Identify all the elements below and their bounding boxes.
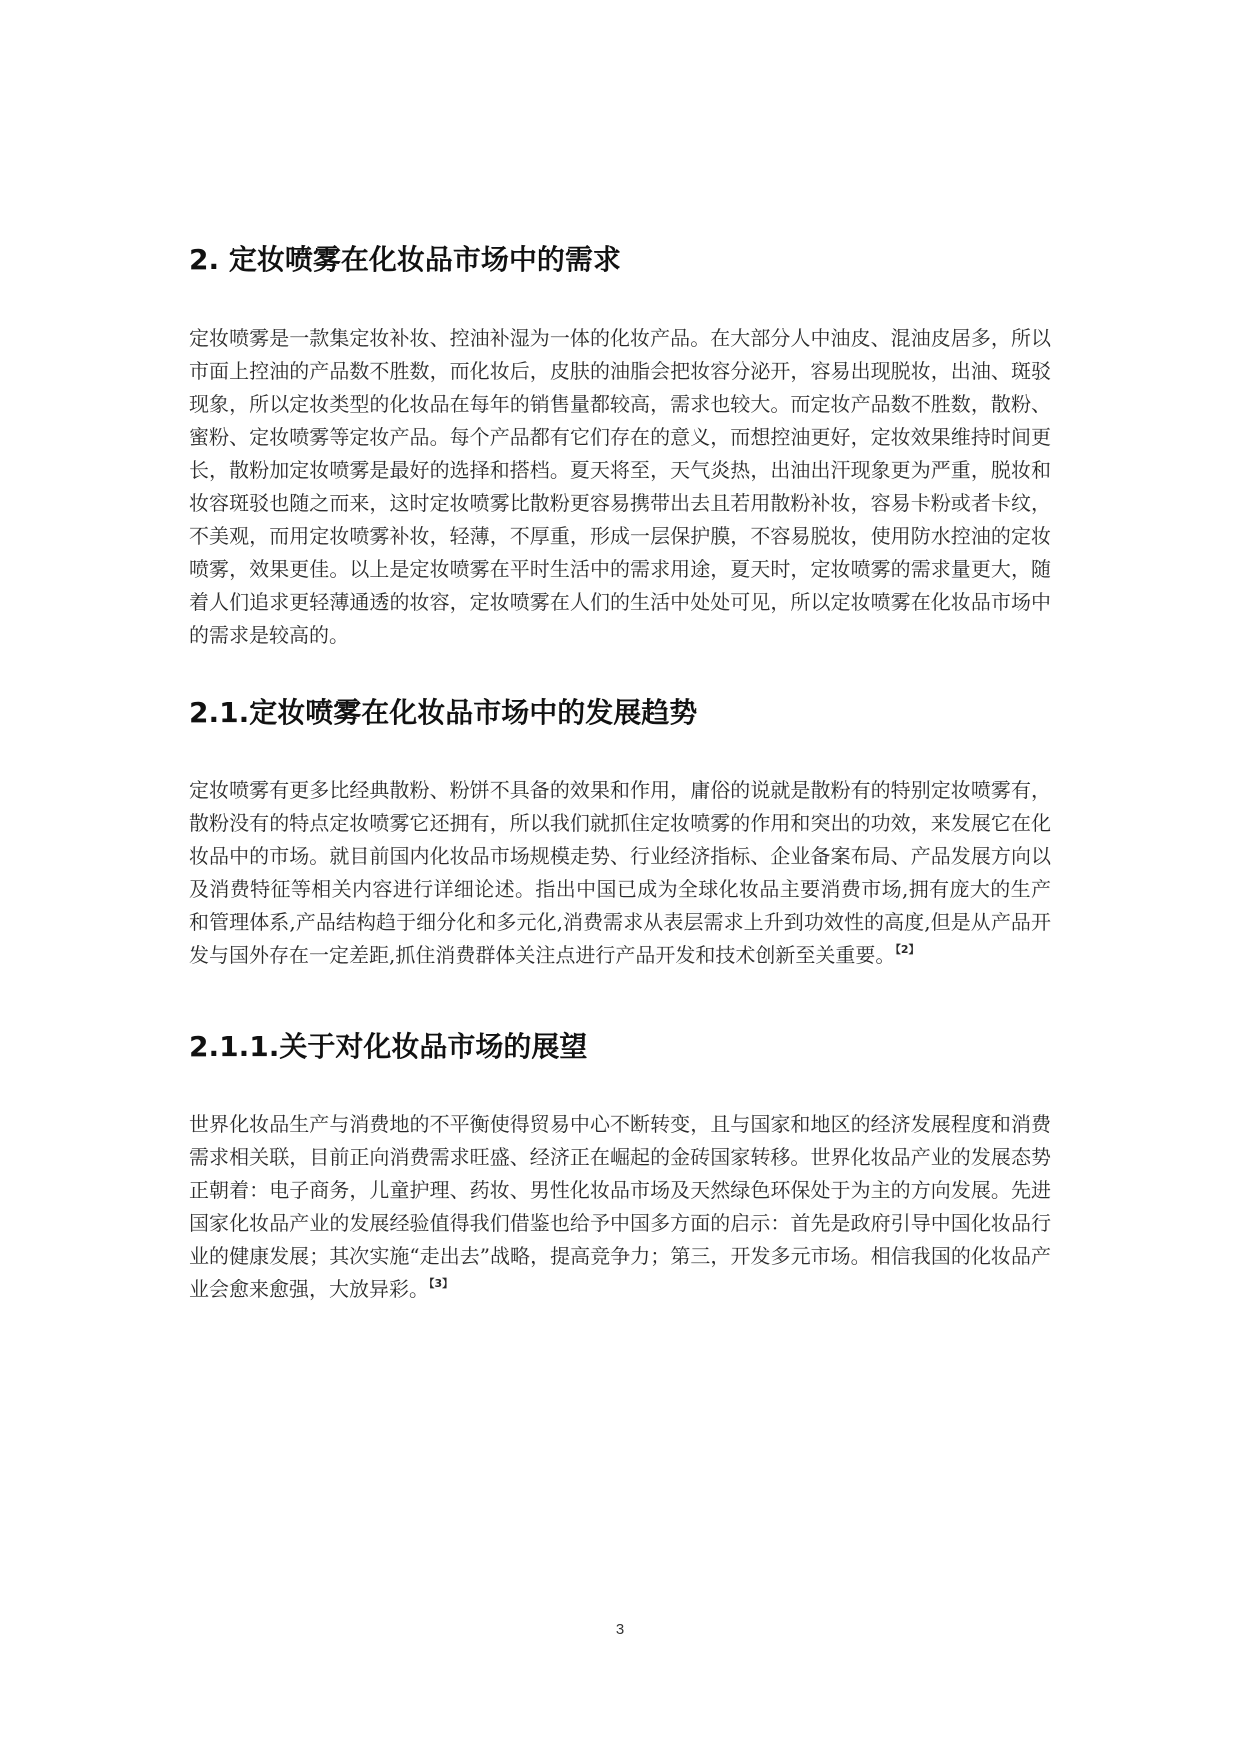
paragraph-text: 定妆喷雾是一款集定妆补妆、控油补湿为一体的化妆产品。在大部分人中油皮、混油皮居多，所以市面上控油的产品数不胜数，而化妆后，皮肤的油脂会把妆容分泌开，容易出现脱妆，出油、斑驳现象，所以定妆类型的化妆品在每年的销售量都较高，需求也较大。而定妆产品数不胜数，散粉、蜜粉、定妆喷雾等定妆产品。每个产品都有它们存在的意义，而想控油更好，定妆效果维持时间更长，散粉加定妆喷雾是最好的选择和搭档。夏天将至，天气炎热，出油出汗现象更为严重，脱妆和妆容斑驳也随之而来，这时定妆喷雾比散粉更容易携带出去且若用散粉补妆，容易卡粉或者卡纹，不美观，而用定妆喷雾补妆，轻薄，不厚重，形成一层保护膜，不容易脱妆，使用防水控油的定妆喷雾，效果更佳。以上是定妆喷雾在平时生活中的需求用途，夏天时，定妆喷雾的需求量更大，随着人们追求更轻薄通透的妆容，定妆喷雾在人们的生活中处处可见，所以定妆喷雾在化妆品市场中的需求是较高的。 xyxy=(189,326,1051,647)
page-number: 3 xyxy=(615,1621,625,1638)
section-paragraph xyxy=(189,1108,1051,1306)
section-heading: 2. 定妆喷雾在化妆品市场中的需求 xyxy=(189,243,621,276)
section-paragraph xyxy=(189,774,1051,972)
section-heading: 2.1.定妆喷雾在化妆品市场中的发展趋势 xyxy=(189,696,698,729)
section-heading: 2.1.1.关于对化妆品市场的展望 xyxy=(189,1030,588,1063)
paragraph-text: 世界化妆品生产与消费地的不平衡使得贸易中心不断转变，且与国家和地区的经济发展程度和消费需求相关联，目前正向消费需求旺盛、经济正在崛起的金砖国家转移。世界化妆品产业的发展态势正朝着：电子商务，儿童护理、药妆、男性化妆品市场及天然绿色环保处于为主的方向发展。先进国家化妆品产业的发展经验值得我们借鉴也给予中国多方面的启示：首先是政府引导中国化妆品行业的健康发展；其次实施“走出去”战略，提高竞争力；第三，开发多元市场。相信我国的化妆品产业会愈来愈强，大放异彩。 xyxy=(189,1112,1051,1301)
paragraph-text: 定妆喷雾有更多比经典散粉、粉饼不具备的效果和作用，庸俗的说就是散粉有的特别定妆喷雾有，散粉没有的特点定妆喷雾它还拥有，所以我们就抓住定妆喷雾的作用和突出的功效，来发展它在化妆品中的市场。就目前国内化妆品市场规模走势、行业经济指标、企业备案布局、产品发展方向以及消费特征等相关内容进行详细论述。指出中国已成为全球化妆品主要消费市场,拥有庞大的生产和管理体系,产品结构趋于细分化和多元化,消费需求从表层需求上升到功效性的高度,但是从产品开发与国外存在一定差距,抓住消费群体关注点进行产品开发和技术创新至关重要。 xyxy=(189,778,1051,967)
citation-marker: 【2】 xyxy=(895,943,920,956)
section-paragraph xyxy=(189,322,1051,652)
citation-marker: 【3】 xyxy=(429,1277,454,1290)
